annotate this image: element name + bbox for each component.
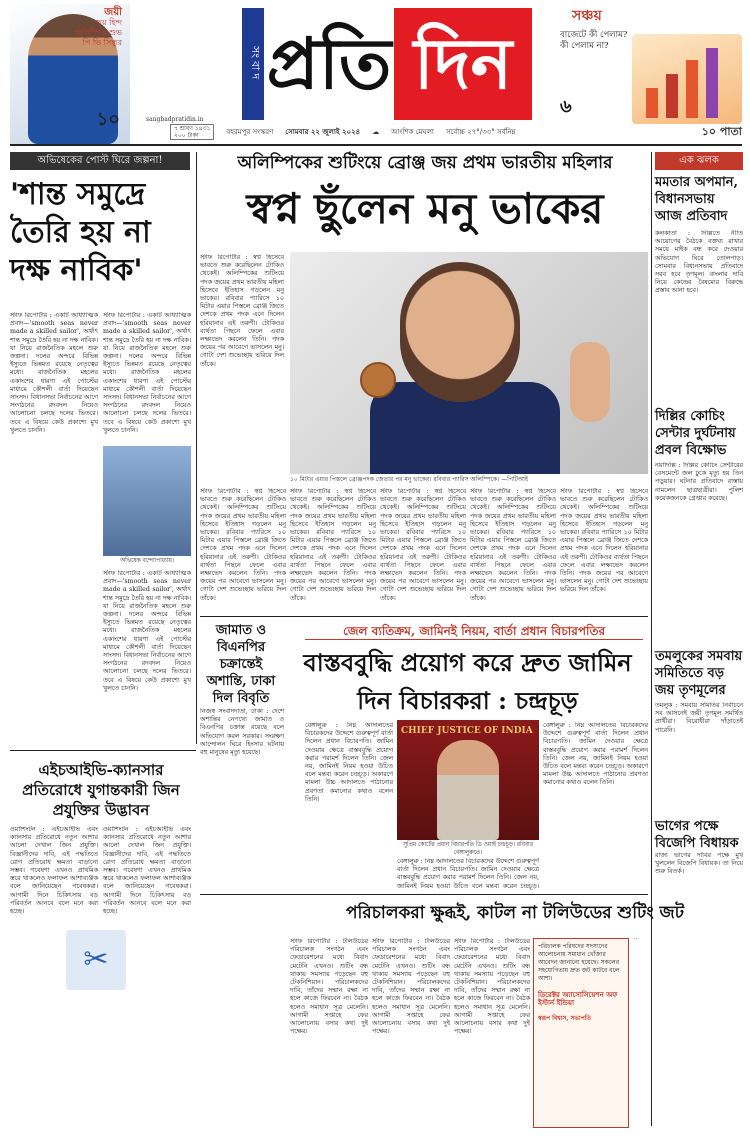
cji-story-headline[interactable]: বাস্তববুদ্ধি প্রয়োগ করে দ্রুত জামিন দিন বিচারকরা : চন্দ্রচূড় — [303, 648, 632, 715]
jamaat-body: নিজস্ব সংবাদদাতা, ঢাকা : দেশে অশান্তির নেপথ্যে জামাত ও বিএনপির চক্রান্ত রয়েছে বলে অভিযোগ করল সরকার। সংরক্ষণ আন্দোলন ঘিরে হিংসার ঘটনায় বহু মানুষের মৃত্যু হয়েছে। — [200, 708, 284, 757]
dna-scissors-illustration: ✂ — [66, 930, 126, 990]
cji-photo-caption: সুপ্রিম কোর্টের প্রধান বিচারপতি ডি ওয়াই চন্দ্রচূড়। রবিবার বেঙ্গালুরুতে। — [403, 842, 533, 856]
main-story-headline[interactable]: স্বপ্ন ছুঁলেন মনু ভাকের — [246, 184, 604, 233]
left-story-photo — [103, 446, 191, 556]
budget-question: বাজেটে কী পেলাম? কী পেলাম না? — [560, 30, 628, 51]
hiv-story-body-col2: ওয়াশিংটন : এইচআইভি এবং ক্যানসার প্রতিরোধে নতুন আশার আলো দেখাল জিন প্রযুক্তি। বিজ্ঞানীদের দাবি, এই পদ্ধতিতে রোগ প্রতিরোধ ক্ষমতা বাড়ানো সম্ভব। গবেষণা এখনও প্রাথমিক স্তরে থাকলেও ফলাফল আশাব্যঞ্জক বলে জানিয়েছেন গবেষকরা। আগামী দিনে চিকিৎসায় বড় পরিবর্তন আনবে বলে মনে করা হচ্ছে। — [103, 826, 191, 916]
promo-badge-title: জয়ী — [104, 7, 122, 18]
right-story1-body: কলকাতা : দিল্লিতে নীতি আয়োগের বৈঠকে বক্তব্য রাখার সময়ে মাইক বন্ধ করে দেওয়ার অভিযোগ ঘিরে তোলপাড়। সোমবার বিধানসভায় প্রতিবাদে সরব হবে তৃণমূল। বাংলার দাবি নিয়ে কেন্দ্রের বৈষম্যের বিরুদ্ধে প্রস্তাব আনা হবে। — [655, 230, 743, 295]
hiv-story-headline[interactable]: এইচআইভি-ক্যানসার প্রতিরোধে যুগান্তকারী জিন প্রযুক্তির উদ্ভাবন — [22, 761, 180, 819]
promo-bar — [666, 74, 678, 118]
main-story-body-col2: স্টাফ রিপোর্টার : স্বপ্ন হিসেবে ভাবতে শুরু করেছিলেন টোকিও থেকেই। অলিম্পিকের শুটিংয়ে পদক জয়ের প্রথম ভারতীয় মহিলা হিসেবে ইতিহাস গড়লেন মনু ভাকের। রবিবার প্যারিসে ১০ মিটার এয়ার পিস্তলে ব্রোঞ্জ জিতে দেশকে প্রথম পদক এনে দিলেন হরিয়ানার এই তরুণী। টোকিওর ব্যর্থতা পিছনে ফেলে এবার লক্ষ্যভেদ করলেন তিনি। পদক জয়ের পর আবেগে ভাসলেন মনু। গোটা দেশ শুভেচ্ছায় ভরিয়ে দিল তাঁকে। — [290, 488, 376, 602]
promo-bar — [646, 88, 658, 118]
logo-red-part: দিন — [394, 8, 532, 120]
left-story-kicker: অভিষেকের পোস্ট ঘিরে জল্পনা! — [10, 152, 190, 170]
column-rule — [196, 152, 197, 744]
weather-text: আংশিক মেঘলা — [391, 128, 434, 136]
temperature-text: সর্বোচ্চ ২৭°/৩৩° সর্বনিম্ন — [445, 128, 516, 136]
right-story3-body: তমলুক : সমবায় সমিতির নির্বাচনে সব আসনেই জয়ী তৃণমূল সমর্থিত প্রার্থীরা। বিরোধীরা দাঁড়াতেই পারেনি। — [655, 702, 743, 734]
director-story-body-col4 — [632, 938, 648, 939]
main-story-photo-caption: ১০ মিটার এয়ার পিস্তলে ব্রোঞ্জপদক জেতার পর মনু ভাকের। রবিবার প্যারিস অলিম্পিকে। —পিটিআই — [290, 476, 529, 483]
right-story4-headline[interactable]: ভাগের পক্ষে বিজেপি বিধায়ক — [655, 819, 739, 851]
director-story-body-col3: স্টাফ রিপোর্টার : টলিউডের পরিচালক সংগঠন এবং ফেডারেশনের মধ্যে বিবাদ মেটেনি এখনও। শুটিং বন্ধ থাকায় সমস্যায় পড়েছেন বহু টেকনিশিয়ান। পরিচালকদের দাবি, তাঁদের সম্মান রক্ষা না হলে কাজে ফিরবেন না। বৈঠক হলেও সমাধান সূত্র মেলেনি। আগামী সপ্তাহে ফের আলোচনায় বসার কথা দুই পক্ষের। — [454, 938, 530, 1036]
cji-story-kicker: জেল ব্যতিক্রম, জামিনই নিয়ম, বার্তা প্রধান বিচারপতির — [305, 622, 643, 640]
section-divider — [200, 616, 648, 617]
promo-page-number-right: ৬ — [560, 96, 572, 117]
page-count: ১০ পাতা — [701, 124, 742, 138]
victory-hand-icon — [570, 342, 610, 422]
right-story2-body: নয়াদিল্লি : দিল্লির কোচিং সেন্টারের বেসমেন্টে জল ঢুকে মৃত্যু হয় তিন পড়ুয়ার। ঘটনার প্রতিবাদে রাস্তায় নামলেন ছাত্রছাত্রীরা। পুলিশ কয়েকজনকে গ্রেপ্তার করেছে। — [655, 462, 743, 502]
left-story-body-col2: স্টাফ রিপোর্টার : একটি আধ্যাত্মিক প্রবাদ—'smooth seas never made a skilled sailor', অর্থাৎ শান্ত সমুদ্রে তৈরি হয় না দক্ষ নাবিক। যা নিয়ে রাজনৈতিক মহলে শুরু জল্পনা। দলের অন্দরে বিভিন্ন ইস্যুতে ভিন্নমত রয়েছে নেতৃত্বের মধ্যে। রাজনৈতিক মহলের একাংশের ধারণা এই পোস্টের মাধ্যমে কৌশলী বার্তা দিয়েছেন সাংসদ। বিধানসভা নির্বাচনের আগে সংগঠনের রদবদল নিয়েও আলোচনা চলছে দলের ভিতরে। তবে এ বিষয়ে কেউ প্রকাশ্যে মুখ খুলতে চাননি। — [103, 312, 191, 434]
hiv-story-body-col1: ওয়াশিংটন : এইচআইভি এবং ক্যানসার প্রতিরোধে নতুন আশার আলো দেখাল জিন প্রযুক্তি। বিজ্ঞানীদের দাবি, এই পদ্ধতিতে রোগ প্রতিরোধ ক্ষমতা বাড়ানো সম্ভব। গবেষণা এখনও প্রাথমিক স্তরে থাকলেও ফলাফল আশাব্যঞ্জক বলে জানিয়েছেন গবেষকরা। আগামী দিনে চিকিৎসায় বড় পরিবর্তন আনবে বলে মনে করা হচ্ছে। — [10, 826, 98, 916]
photo-subject-face — [400, 262, 520, 402]
main-story-body-col1: স্টাফ রিপোর্টার : স্বপ্ন হিসেবে ভাবতে শুরু করেছিলেন টোকিও থেকেই। অলিম্পিকের শুটিংয়ে পদক জয়ের প্রথম ভারতীয় মহিলা হিসেবে ইতিহাস গড়লেন মনু ভাকের। রবিবার প্যারিসে ১০ মিটার এয়ার পিস্তলে ব্রোঞ্জ জিতে দেশকে প্রথম পদক এনে দিলেন হরিয়ানার এই তরুণী। টোকিওর ব্যর্থতা পিছনে ফেলে এবার লক্ষ্যভেদ করলেন তিনি। পদক জয়ের পর আবেগে ভাসলেন মনু। গোটা দেশ শুভেচ্ছায় ভরিয়ে দিল তাঁকে। — [200, 488, 286, 602]
left-story-body-col2b: স্টাফ রিপোর্টার : একটি আধ্যাত্মিক প্রবাদ—'smooth seas never made a skilled sailor', অর্থাৎ শান্ত সমুদ্রে তৈরি হয় না দক্ষ নাবিক। যা নিয়ে রাজনৈতিক মহলে শুরু জল্পনা। দলের অন্দরে বিভিন্ন ইস্যুতে ভিন্নমত রয়েছে নেতৃত্বের মধ্যে। রাজনৈতিক মহলের একাংশের ধারণা এই পোস্টের মাধ্যমে কৌশলী বার্তা দিয়েছেন সাংসদ। বিধানসভা নির্বাচনের আগে সংগঠনের রদবদল নিয়েও আলোচনা চলছে দলের ভিতরে। তবে এ বিষয়ে কেউ প্রকাশ্যে মুখ খুলতে চাননি। — [103, 570, 191, 692]
section-divider — [10, 750, 196, 751]
site-url[interactable]: sangbadpratidin.in — [146, 116, 204, 123]
logo-black-part: প্রতি — [266, 22, 392, 105]
director-story-body-col1: স্টাফ রিপোর্টার : টলিউডের পরিচালক সংগঠন এবং ফেডারেশনের মধ্যে বিবাদ মেটেনি এখনও। শুটিং বন্ধ থাকায় সমস্যায় পড়েছেন বহু টেকনিশিয়ান। পরিচালকদের দাবি, তাঁদের সম্মান রক্ষা না হলে কাজে ফিরবেন না। বৈঠক হলেও সমাধান সূত্র মেলেনি। আগামী সপ্তাহে ফের আলোচনায় বসার কথা দুই পক্ষের। — [290, 938, 368, 1036]
main-story-body-intro: স্টাফ রিপোর্টার : স্বপ্ন হিসেবে ভাবতে শুরু করেছিলেন টোকিও থেকেই। অলিম্পিকের শুটিংয়ে পদক জয়ের প্রথম ভারতীয় মহিলা হিসেবে ইতিহাস গড়লেন মনু ভাকের। রবিবার প্যারিসে ১০ মিটার এয়ার পিস্তলে ব্রোঞ্জ জিতে দেশকে প্রথম পদক এনে দিলেন হরিয়ানার এই তরুণী। টোকিওর ব্যর্থতা পিছনে ফেলে এবার লক্ষ্যভেদ করলেন তিনি। পদক জয়ের পর আবেগে ভাসলেন মনু। গোটা দেশ শুভেচ্ছায় ভরিয়ে দিল তাঁকে। — [200, 254, 284, 368]
right-story4-body: রাজ্য ভাগের দাবির পক্ষে মুখ খুললেন বিজেপি বিধায়ক। তা নিয়ে শুরু বিতর্ক। — [655, 852, 743, 876]
right-column-kicker: এক ঝলক — [655, 152, 743, 170]
bronze-medal-icon — [360, 362, 396, 398]
section-divider — [200, 894, 648, 895]
masthead-left-promo[interactable] — [10, 4, 130, 144]
date-box: ৭ শ্রাবণ ১৪৩১ ২০০ টাকা — [170, 124, 214, 140]
left-story-photo-caption: অভিষেক বন্দ্যোপাধ্যায়। — [120, 558, 174, 564]
cji-story-body-col1: বেঙ্গালুরু : নিম্ন আদালতের বিচারকদের উদ্দেশে গুরুত্বপূর্ণ বার্তা দিলেন প্রধান বিচারপতি। জামিন দেওয়ার ক্ষেত্রে বাস্তববুদ্ধি প্রয়োগ করার পরামর্শ দিলেন তিনি। জেল নয়, জামিনই নিয়ম হওয়া উচিত বলে মন্তব্য করেন চন্দ্রচূড়। অকারণে মামলা উচ্চ আদালতে পাঠানোর প্রবণতা কমানোর কথাও বলেন তিনি। — [305, 722, 393, 803]
director-notice-box — [533, 938, 629, 1128]
promo-badge-tag: জয় হিন্দ অলিম্পিক শুভ পি ভি সিন্ধুর — [74, 18, 122, 47]
sanchay-brand: সঞ্চয় — [572, 8, 602, 24]
jamaat-headline[interactable]: জামাত ও বিএনপির চক্রান্তেই অশান্তি, ঢাকা দিল বিবৃতি — [206, 623, 276, 706]
logo-vertical-text: সংবাদ — [242, 8, 264, 120]
left-story-headline[interactable]: 'শান্ত সমুদ্রে তৈরি হয় না দক্ষ নাবিক' — [10, 177, 151, 288]
main-story-body-col4: স্টাফ রিপোর্টার : স্বপ্ন হিসেবে ভাবতে শুরু করেছিলেন টোকিও থেকেই। অলিম্পিকের শুটিংয়ে পদক জয়ের প্রথম ভারতীয় মহিলা হিসেবে ইতিহাস গড়লেন মনু ভাকের। রবিবার প্যারিসে ১০ মিটার এয়ার পিস্তলে ব্রোঞ্জ জিতে দেশকে প্রথম পদক এনে দিলেন হরিয়ানার এই তরুণী। টোকিওর ব্যর্থতা পিছনে ফেলে এবার লক্ষ্যভেদ করলেন তিনি। পদক জয়ের পর আবেগে ভাসলেন মনু। গোটা দেশ শুভেচ্ছায় ভরিয়ে দিল তাঁকে। — [470, 488, 556, 602]
promo-badge — [72, 8, 122, 48]
cji-story-body-col3: বেঙ্গালুরু : নিম্ন আদালতের বিচারকদের উদ্দেশে গুরুত্বপূর্ণ বার্তা দিলেন প্রধান বিচারপতি। জামিন দেওয়ার ক্ষেত্রে বাস্তববুদ্ধি প্রয়োগ করার পরামর্শ দিলেন তিনি। জেল নয়, জামিনই নিয়ম হওয়া উচিত বলে মন্তব্য করেন চন্দ্রচূড়। — [397, 858, 539, 890]
promo-page-number: ১০ — [96, 109, 120, 130]
dateline-bar — [170, 124, 742, 140]
promo-chart-graphic — [632, 34, 742, 124]
cji-story-body-col2: বেঙ্গালুরু : নিম্ন আদালতের বিচারকদের উদ্দেশে গুরুত্বপূর্ণ বার্তা দিলেন প্রধান বিচারপতি। জামিন দেওয়ার ক্ষেত্রে বাস্তববুদ্ধি প্রয়োগ করার পরামর্শ দিলেন তিনি। জেল নয়, জামিনই নিয়ম হওয়া উচিত বলে মন্তব্য করেন চন্দ্রচূড়। অকারণে মামলা উচ্চ আদালতে পাঠানোর প্রবণতা কমানোর কথাও বলেন তিনি। — [543, 722, 648, 787]
cji-photo-banner: CHIEF JUSTICE OF INDIA — [401, 726, 533, 736]
newspaper-logo[interactable] — [242, 8, 532, 120]
main-story-body-col3: স্টাফ রিপোর্টার : স্বপ্ন হিসেবে ভাবতে শুরু করেছিলেন টোকিও থেকেই। অলিম্পিকের শুটিংয়ে পদক জয়ের প্রথম ভারতীয় মহিলা হিসেবে ইতিহাস গড়লেন মনু ভাকের। রবিবার প্যারিসে ১০ মিটার এয়ার পিস্তলে ব্রোঞ্জ জিতে দেশকে প্রথম পদক এনে দিলেন হরিয়ানার এই তরুণী। টোকিওর ব্যর্থতা পিছনে ফেলে এবার লক্ষ্যভেদ করলেন তিনি। পদক জয়ের পর আবেগে ভাসলেন মনু। গোটা দেশ শুভেচ্ছায় ভরিয়ে দিল তাঁকে। — [380, 488, 466, 602]
left-story-body-col1: স্টাফ রিপোর্টার : একটি আধ্যাত্মিক প্রবাদ—'smooth seas never made a skilled sailor', অর্থাৎ শান্ত সমুদ্রে তৈরি হয় না দক্ষ নাবিক। যা নিয়ে রাজনৈতিক মহলে শুরু জল্পনা। দলের অন্দরে বিভিন্ন ইস্যুতে ভিন্নমত রয়েছে নেতৃত্বের মধ্যে। রাজনৈতিক মহলের একাংশের ধারণা এই পোস্টের মাধ্যমে কৌশলী বার্তা দিয়েছেন সাংসদ। বিধানসভা নির্বাচনের আগে সংগঠনের রদবদল নিয়েও আলোচনা চলছে দলের ভিতরে। তবে এ বিষয়ে কেউ প্রকাশ্যে মুখ খুলতে চাননি। — [10, 312, 98, 434]
director-story-headline[interactable]: পরিচালকরা ক্ষুব্ধই, কাটল না টলিউডের শুটিং জট — [345, 903, 685, 923]
main-story-body-col5: স্টাফ রিপোর্টার : স্বপ্ন হিসেবে ভাবতে শুরু করেছিলেন টোকিও থেকেই। অলিম্পিকের শুটিংয়ে পদক জয়ের প্রথম ভারতীয় মহিলা হিসেবে ইতিহাস গড়লেন মনু ভাকের। রবিবার প্যারিসে ১০ মিটার এয়ার পিস্তলে ব্রোঞ্জ জিতে দেশকে প্রথম পদক এনে দিলেন হরিয়ানার এই তরুণী। টোকিওর ব্যর্থতা পিছনে ফেলে এবার লক্ষ্যভেদ করলেন তিনি। পদক জয়ের পর আবেগে ভাসলেন মনু। গোটা দেশ শুভেচ্ছায় ভরিয়ে দিল তাঁকে। — [560, 488, 648, 594]
main-story-kicker: অলিম্পিকের শুটিংয়ে ব্রোঞ্জ জয় প্রথম ভারতীয় মহিলার — [237, 153, 613, 173]
notice-org: ডিরেক্টর অ্যাসোসিয়েশন অফ ইস্টার্ন ইন্ডিয়া — [538, 990, 618, 1007]
right-story2-headline[interactable]: দিল্লির কোচিং সেন্টার দুর্ঘটনায় প্রবল বিক্ষোভ — [655, 409, 736, 458]
weather-cloud-icon: ☁ — [372, 128, 380, 136]
edition-text: বহরমপুর সংস্করণ — [226, 128, 274, 136]
cji-photo[interactable] — [397, 720, 539, 840]
column-rule — [651, 152, 652, 1126]
cji-photo-person — [437, 740, 499, 840]
notice-sign: স্বরূপ বিশ্বাস, সভাপতি — [538, 1015, 592, 1022]
promo-bar — [686, 60, 698, 118]
right-story1-headline[interactable]: মমতার অপমান, বিধানসভায় আজ প্রতিবাদ — [655, 175, 738, 224]
promo-bar — [706, 48, 718, 118]
day-date-text: সোমবার ২২ জুলাই ২০২৪ — [285, 127, 361, 136]
main-story-photo[interactable] — [290, 252, 648, 474]
masthead-divider — [10, 144, 742, 146]
notice-text: পরিচালক পরিষদের সদস্যদের আলোচনায় সমাধান খোঁজার আবেদন জানানো হয়েছে। সকলের সহযোগিতায় দ্রুত জট কাটবে বলে আশা। — [538, 943, 620, 982]
right-story3-headline[interactable]: তমলুকের সমবায় সমিতিতে বড় জয় তৃণমূলের — [655, 649, 743, 698]
director-story-body-col2: স্টাফ রিপোর্টার : টলিউডের পরিচালক সংগঠন এবং ফেডারেশনের মধ্যে বিবাদ মেটেনি এখনও। শুটিং বন্ধ থাকায় সমস্যায় পড়েছেন বহু টেকনিশিয়ান। পরিচালকদের দাবি, তাঁদের সম্মান রক্ষা না হলে কাজে ফিরবেন না। বৈঠক হলেও সমাধান সূত্র মেলেনি। আগামী সপ্তাহে ফের আলোচনায় বসার কথা দুই পক্ষের। — [372, 938, 450, 1036]
